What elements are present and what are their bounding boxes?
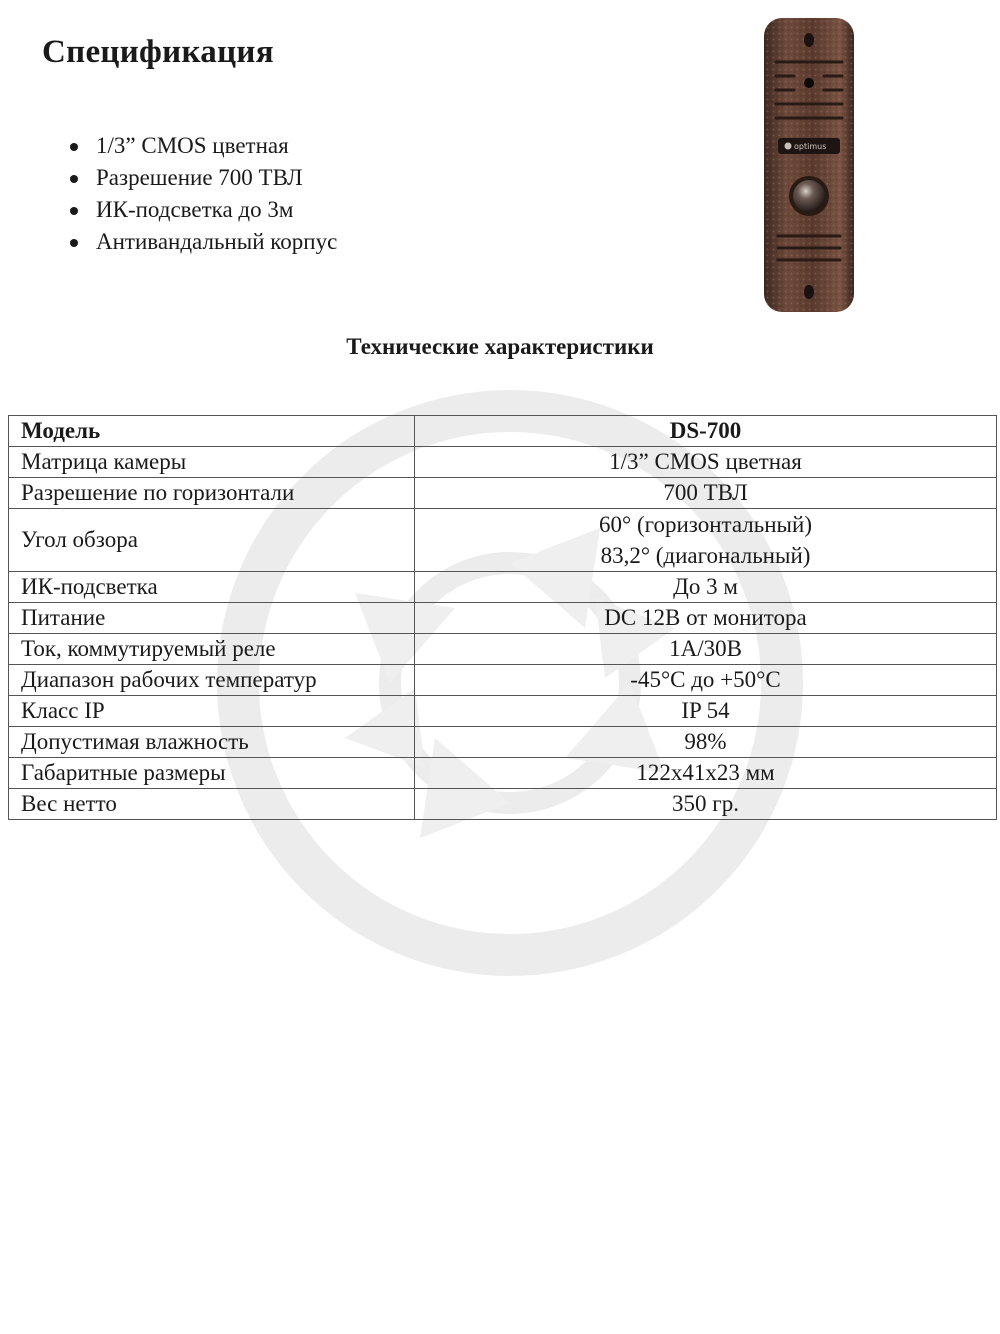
row-value: IP 54 <box>415 696 997 727</box>
table-row <box>9 727 997 758</box>
table-row <box>9 696 997 727</box>
table-row <box>9 447 997 478</box>
feature-text: ИК-подсветка до 3м <box>96 197 294 222</box>
row-value-line: 60° (горизонтальный) <box>599 512 812 537</box>
bullet-icon <box>70 175 78 183</box>
bullet-icon <box>70 143 78 151</box>
product-image <box>754 14 864 316</box>
row-label: Диапазон рабочих температур <box>9 665 415 696</box>
row-value: 1/3” CMOS цветная <box>415 447 997 478</box>
section-title: Технические характеристики <box>346 334 654 359</box>
header-label: Модель <box>9 416 415 447</box>
row-value: 1А/30В <box>415 634 997 665</box>
row-label: Габаритные размеры <box>9 758 415 789</box>
feature-text: 1/3” CMOS цветная <box>96 133 289 158</box>
row-value: 122x41x23 мм <box>415 758 997 789</box>
spec-table <box>8 415 997 820</box>
bullet-icon <box>70 207 78 215</box>
table-row <box>9 478 997 509</box>
row-value: 350 гр. <box>415 789 997 820</box>
row-label: ИК-подсветка <box>9 572 415 603</box>
row-label: Матрица камеры <box>9 447 415 478</box>
row-label: Питание <box>9 603 415 634</box>
row-value: 700 ТВЛ <box>415 478 997 509</box>
feature-text: Разрешение 700 ТВЛ <box>96 165 303 190</box>
header-value: DS-700 <box>415 416 997 447</box>
feature-text: Антивандальный корпус <box>96 229 338 254</box>
list-item <box>66 194 337 226</box>
list-item <box>66 130 337 162</box>
row-label: Разрешение по горизонтали <box>9 478 415 509</box>
table-header-row <box>9 416 997 447</box>
row-value: DC 12В от монитора <box>415 603 997 634</box>
row-value-line: 83,2° (диагональный) <box>600 543 811 568</box>
row-value: -45°С до +50°С <box>415 665 997 696</box>
feature-list <box>66 130 337 258</box>
brand-text: optimus <box>794 142 827 151</box>
list-item <box>66 226 337 258</box>
row-label: Угол обзора <box>9 509 415 572</box>
row-value <box>415 509 997 572</box>
table-row <box>9 634 997 665</box>
row-label: Допустимая влажность <box>9 727 415 758</box>
row-label: Ток, коммутируемый реле <box>9 634 415 665</box>
table-row <box>9 509 997 572</box>
row-label: Класс IP <box>9 696 415 727</box>
table-row <box>9 789 997 820</box>
table-row <box>9 603 997 634</box>
row-value: До 3 м <box>415 572 997 603</box>
row-label: Вес нетто <box>9 789 415 820</box>
bullet-icon <box>70 239 78 247</box>
table-row <box>9 572 997 603</box>
row-value: 98% <box>415 727 997 758</box>
page-title: Спецификация <box>42 34 274 70</box>
list-item <box>66 162 337 194</box>
table-row <box>9 758 997 789</box>
table-row <box>9 665 997 696</box>
